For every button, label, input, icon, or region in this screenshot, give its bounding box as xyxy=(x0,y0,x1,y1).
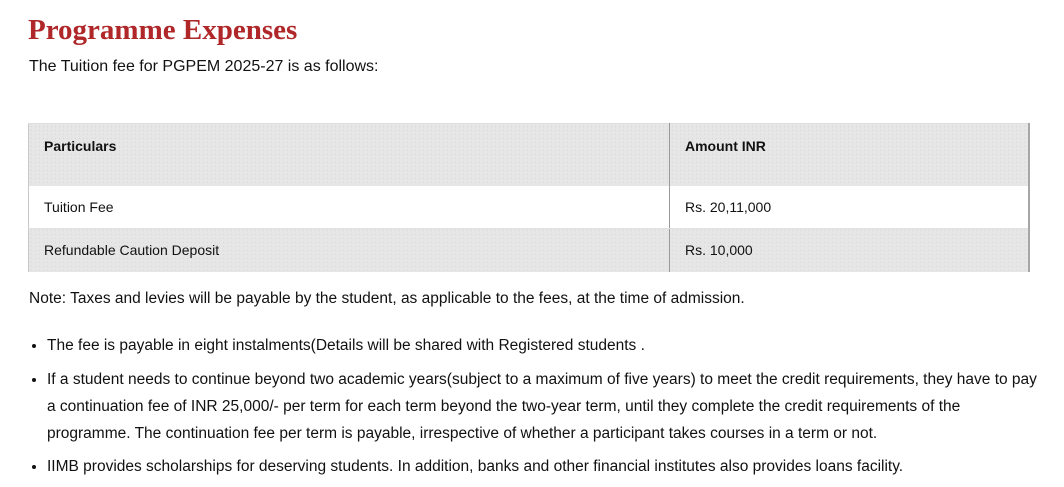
table-row xyxy=(29,186,1030,229)
table-header-row xyxy=(29,124,1030,186)
page-title: Programme Expenses xyxy=(28,14,298,46)
list-item: • If a student needs to continue beyond two academic years(subject to a maximum of five years) to meet the credit requirements, they have to pay a continuation fee of INR 25,000/- per term for each term beyond the two-year term, until they complete the credit requirements of the programme. The continuation fee per term is payable, irrespective of whether a participant takes courses in a term or not. xyxy=(47,366,1047,447)
intro-text: The Tuition fee for PGPEM 2025-27 is as follows: xyxy=(29,58,379,75)
cell-particular: Tuition Fee xyxy=(29,186,670,229)
list-item: • IIMB provides scholarships for deserving students. In addition, banks and other financial institutes also provides loans facility. xyxy=(47,454,1047,480)
tax-note: Note: Taxes and levies will be payable by the student, as applicable to the fees, at the time of admission. xyxy=(29,290,745,307)
fee-table xyxy=(28,123,1030,272)
table-row xyxy=(29,228,1030,272)
header-amount: Amount INR xyxy=(670,124,1030,186)
cell-amount: Rs. 20,11,000 xyxy=(670,186,1030,229)
list-item: • The fee is payable in eight instalments(Details will be shared with Registered students . xyxy=(47,333,1047,359)
cell-amount: Rs. 10,000 xyxy=(670,228,1030,272)
fee-details-list xyxy=(29,333,1047,487)
header-particulars: Particulars xyxy=(29,124,670,186)
cell-particular: Refundable Caution Deposit xyxy=(29,228,670,272)
